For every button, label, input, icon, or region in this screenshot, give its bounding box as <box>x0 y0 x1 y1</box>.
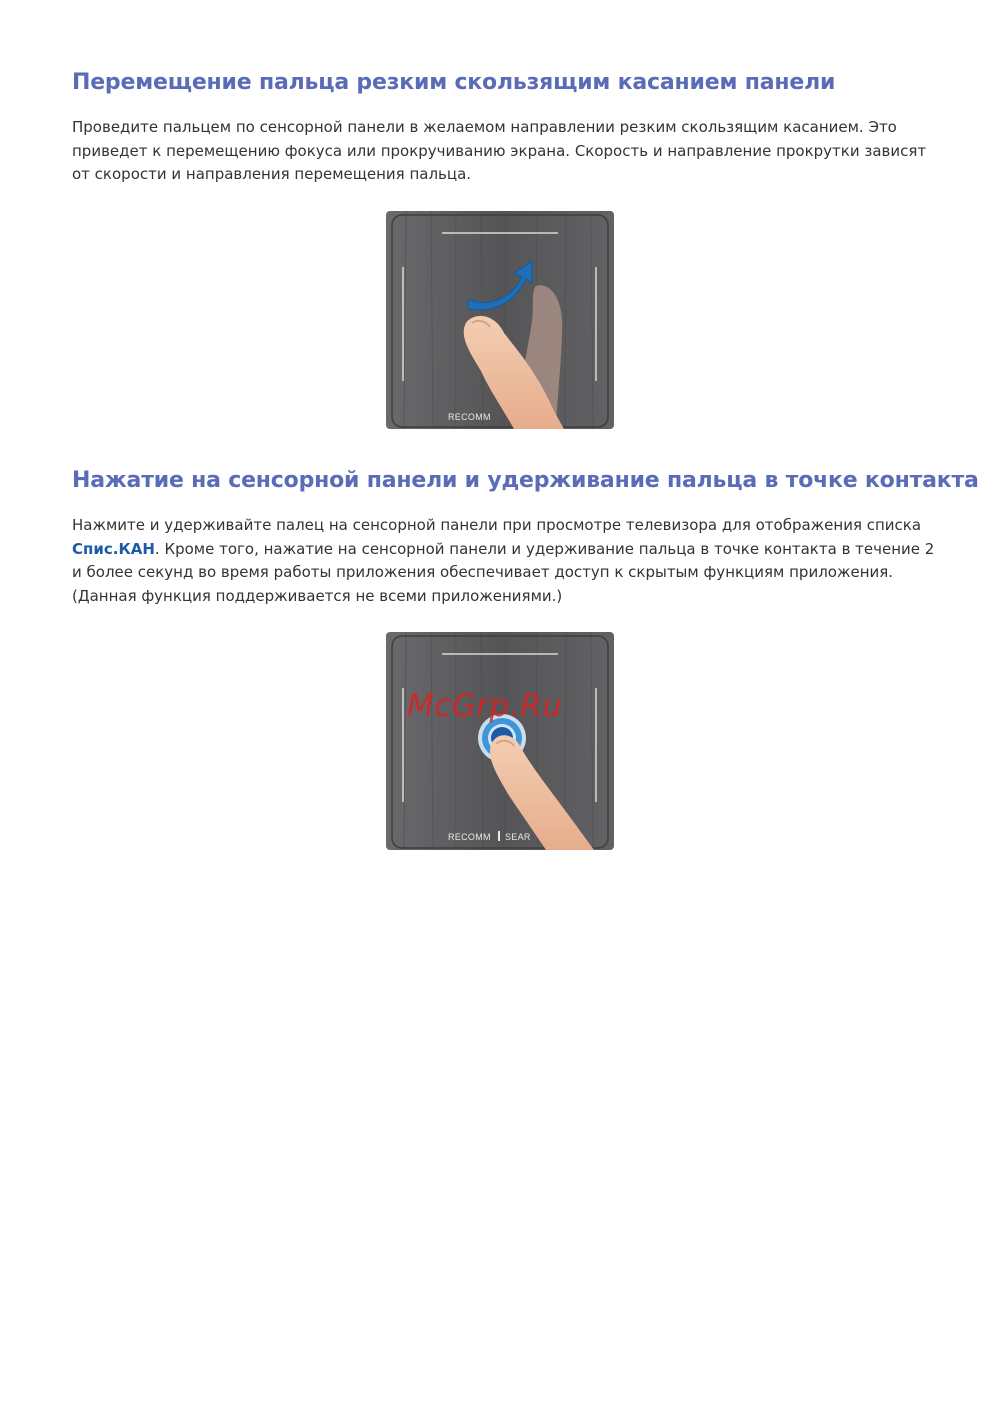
section-heading-swipe: Перемещение пальца резким скользящим касанием панели <box>72 70 836 95</box>
section-text-press-hold <box>72 514 942 608</box>
touchpad-recomm-label: RECOMM <box>448 412 491 422</box>
channel-list-link[interactable]: Спис.КАН <box>72 539 155 558</box>
text-press-hold-end: . Кроме того, нажатие на сенсорной панели и удерживание пальца в точке контакта в течение 2 и более секунд во время работы приложения обеспечивает доступ к скрытым функциям приложения. (Данная функция поддерживается не всеми приложениями.) <box>72 539 935 605</box>
touchpad-search-label: SEAR <box>505 832 531 842</box>
touchpad-swipe-illustration <box>386 211 614 429</box>
watermark: McGrp.Ru <box>407 688 563 724</box>
touchpad-press-hold-illustration <box>386 632 614 850</box>
text-press-hold-start: Нажмите и удерживайте палец на сенсорной панели при просмотре телевизора для отображения списка <box>72 516 922 534</box>
section-heading-press-hold: Нажатие на сенсорной панели и удерживание пальца в точке контакта <box>72 468 979 493</box>
section-text-swipe: Проведите пальцем по сенсорной панели в желаемом направлении резким скользящим касанием. Это приведет к перемещению фокуса или прокручиванию экрана. Скорость и направление прокрутки зависят от скорости и направления перемещения пальца. <box>72 118 927 183</box>
touchpad-recomm-label: RECOMM <box>448 832 491 842</box>
